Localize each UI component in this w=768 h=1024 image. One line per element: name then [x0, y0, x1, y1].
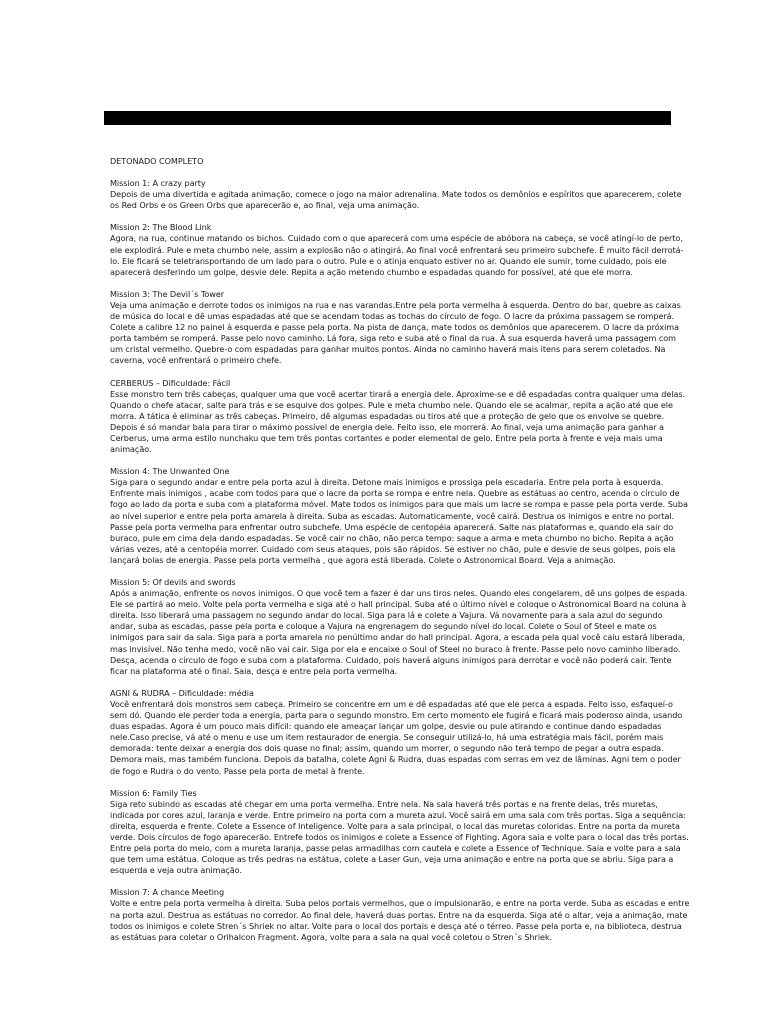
document-section	[110, 688, 690, 777]
document-section	[110, 289, 690, 367]
section-body: Você enfrentará dois monstros sem cabeça. Primeiro se concentre em um e dê espadadas até que ele perca a espada. Feito isso, esfaqueí-o sem dó. Quando ele perder toda a energia, parta para o segundo monstro. Em certo momento ele fugirá e ficará mais poderoso ainda, usando duas espadas. Agora é um pouco mais difícil: quando ele ameaçar lançar um golpe, desvie ou pule atirando e continue dando espadadas nele.Caso precise, vá até o menu e use um item restaurador de energia. Se conseguir utilizá-lo, há uma estratégia mais fácil, porém mais demorada: tente deixar a energia dos dois quase no final; assim, quando um morrer, o segundo não terá tempo de pegar a outra espada. Demora mais, mas também funciona. Depois da batalha, colete Agni & Rudra, duas espadas com serras em vez de lâminas. Agni tem o poder de fogo e Rudra o do vento. Passe pela porta de metal à frente.	[110, 698, 683, 776]
section-heading: Mission 3: The Devil´s Tower	[110, 288, 225, 299]
section-heading: Mission 1: A crazy party	[110, 178, 206, 189]
section-body: Esse monstro tem três cabeças, qualquer uma que você acertar tirará a energia dele. Aproxime-se e dê espadadas contra qualquer uma delas. Quando o chefe atacar, salte para trás e se esquive dos golpes. Pule e meta chumbo nele. Quando ele se acalmar, repita a ação até que ele morra. A tática é eliminar as três cabeças. Primeiro, dê algumas espadadas ou tiros até que a proteção de gelo que os envolve se quebre. Depois é só mandar bala para tirar o máximo possível de energia dele. Feito isso, ele morrerá. Ao final, veja uma animação para ganhar a Cerberus, uma arma estilo nunchaku que tem três pontas cortantes e poder elemental de gelo. Entre pela porta à frente e veja mais uma animação.	[110, 388, 686, 455]
document-section	[110, 887, 690, 942]
document-title: DETONADO COMPLETO	[110, 156, 204, 166]
document-section	[110, 577, 690, 677]
section-body: Depois de uma divertida e agitada animação, comece o jogo na maior adrenalina. Mate todos os demônios e espíritos que aparecerem, colete os Red Orbs e os Green Orbs que aparecerão e, ao final, veja uma animação.	[110, 189, 682, 211]
section-heading: Mission 5: Of devils and swords	[110, 577, 236, 587]
section-heading: AGNI & RUDRA – Dificuldade: média	[110, 687, 254, 698]
section-heading: Mission 4: The Unwanted One	[110, 466, 230, 477]
section-heading: Mission 2: The Blood Link	[110, 222, 212, 233]
header-bar	[104, 111, 671, 125]
section-body: Siga reto subindo as escadas até chegar em uma porta vermelha. Entre nela. Na sala haverá três portas e na frente delas, três muretas, indicada por cores azul, laranja e verde. Entre primeiro na porta com a mureta azul. Você sairá em uma sala com três portas. Siga a sequência: direita, esquerda e frente. Colete a Essence of Inteligence. Volte para a sala principal, o local das muretas coloridas. Entre na porta da mureta verde. Dois círculos de fogo aparecerão. Entrefe todos os inimigos e colete a Essence of Fighting. Agora saia e volte para o local das três portas. Entre pela porta do meio, com a mureta laranja, passe pelas armadilhas com cautela e colete a Essence of Technique. Saia e volte para a sala que tem uma estátua. Coloque as três pedras na estátua, colete a Laser Gun, veja uma animação e entre na porta que se abriu. Siga para a esquerda e veja outra animação.	[110, 798, 689, 876]
section-heading: Mission 7: A chance Meeting	[110, 887, 225, 898]
document-section	[110, 178, 690, 211]
document-section	[110, 222, 690, 277]
document-section	[110, 788, 690, 877]
section-body: Após a animação, enfrente os novos inimigos. O que você tem a fazer é dar uns tiros neles. Quando eles congelarem, dê uns golpes de espada. Ele se partirá ao meio. Volte pela porta vermelha e siga até o hall principal. Suba até o último nível e coloque o Astronomical Board na coluna à direita. Isso liberará uma passagem no segundo andar do local. Siga para lá e colete a Vajura. Vá novamente para a sala azul do segundo andar, suba as escadas, passe pela porta e coloque a Vajura na engrenagem do segundo nível do local. Colete o Soul of Steel e mate os inimigos para sair da sala. Siga para a porta amarela no penúltimo andar do hall principal. Agora, a escada pela qual você caiu estará liberada, mas invisível. Não tenha medo, você não vai cair. Siga por ela e encaixe o Soul of Steel no buraco à frente. Passe pelo novo caminho liberado. Desça, acenda o círculo de fogo e suba com a plataforma. Cuidado, pois haverá alguns inimigos para derrotar e você não poderá cair. Tente ficar na plataforma até o final. Saia, desça e entre pela porta vermelha.	[110, 588, 688, 676]
section-body: Veja uma animação e derrote todos os inimigos na rua e nas varandas.Entre pela porta vermelha à esquerda. Dentro do bar, quebre as caixas de música do local e dê umas espadadas até que se acendam todas as tochas do círculo de fogo. O lacre da próxima passagem se romperá. Colete a calibre 12 no painel à esquerda e passe pela porta. Na pista de dança, mate todos os demônios que aparecerem. O lacre da próxima porta também se romperá. Passe pelo novo caminho. Lá fora, siga reto e suba até o final da rua. À sua esquerda haverá uma passagem com um cristal vermelho. Quebre-o com espadadas para ganhar muitos pontos. Ainda no caminho haverá mais itens para serem coletados. Na caverna, você enfrentará o primeiro chefe.	[110, 299, 681, 366]
section-body: Volte e entre pela porta vermelha à direita. Suba pelos portais vermelhos, que o impulsionarão, e entre na porta verde. Suba as escadas e entre na porta azul. Destrua as estátuas no corredor. Ao final dele, haverá duas portas. Entre na da esquerda. Siga até o altar, veja a animação, mate todos os inimigos e colete Stren´s Shriek no altar. Volte para o local dos portais e desça até o térreo. Passe pela porta e, na biblioteca, destrua as estátuas para coletar o Orihalcon Fragment. Agora, volte para a sala na qual você coletou o Stren´s Shriek.	[110, 898, 690, 942]
section-heading: Mission 6: Family Ties	[110, 787, 197, 798]
document-section	[110, 466, 690, 566]
document-section	[110, 378, 690, 456]
section-body: Agora, na rua, continue matando os bichos. Cuidado com o que aparecerá com uma espécie de abóbora na cabeça, se você atingí-lo de perto, ele explodirá. Pule e meta chumbo nele, assim a explosão não o atingirá. Ao final você enfrentará seu primeiro subchefe. É muito fácil derrotá-lo. Ele ficará se teletransportando de um lado para o outro. Pule e o atinja enquato estiver no ar. Quando ele sumir, tome cuidado, pois ele aparecerá desferindo um golpe, desvie dele. Repita a ação metendo chumbo e espadadas quando for possível, até que ele morra.	[110, 233, 684, 277]
section-list	[110, 178, 690, 943]
section-body: Siga para o segundo andar e entre pela porta azul à direita. Detone mais inimigos e prossiga pela escadaria. Entre pela porta à esquerda. Enfrente mais inimigos , acabe com todos para que o lacre da porta se rompa e entre nela. Quebre as estátuas ao centro, acenda o círculo de fogo ao lado da porta e suba com a plataforma móvel. Mate todos os inimigos para que mais um lacre se rompa e passe pela porta verde. Suba ao nível superior e entre pela porta amarela à direita. Suba as escadas. Automaticamente, você cairá. Destrua os inimigos e entre no portal. Passe pela porta vermelha para enfrentar outro subchefe. Uma espécie de centopéia aparecerá. Salte nas plataformas e, quando ela sair do buraco, pule em cima dela dando espadadas. Se você cair no chão, não perca tempo: saque a arma e meta chumbo no bicho. Repita a ação várias vezes, até a centopéia morrer. Cuidado com seus ataques, pois são rápidos. Se estiver no chão, pule e desvie de seus golpes, pois ela lançará bolas de energia. Passe pela porta vermelha , que agora está liberada. Colete o Astronomical Board. Veja a animação.	[110, 477, 688, 565]
document-content	[110, 156, 690, 954]
section-heading: CERBERUS – Dificuldade: Fácil	[110, 377, 231, 388]
